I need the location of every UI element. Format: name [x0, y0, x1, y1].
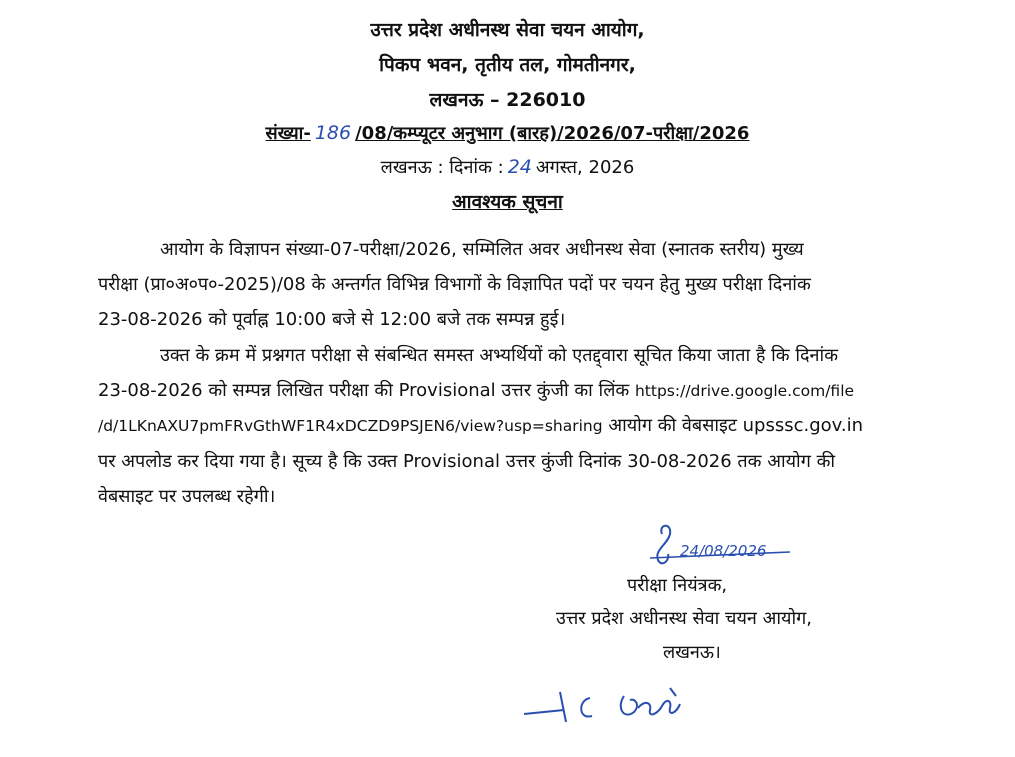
initials-signature [520, 678, 700, 728]
signature-handwritten-date: 24/08/2026 [680, 542, 767, 560]
reference-line [0, 121, 1015, 145]
paragraph-2-line-2-text: 23-08-2026 को सम्पन्न लिखित परीक्षा की Provisional उत्तर कुंजी का लिंक [98, 380, 630, 401]
signatory-organization: उत्तर प्रदेश अधीनस्थ सेवा चयन आयोग, [556, 608, 812, 629]
answer-key-link-part-2[interactable]: /d/1LKnAXU7pmFRvGthWF1R4xDCZD9PSJEN6/view?usp=sharing [98, 417, 603, 435]
handwritten-date-day: 24 [507, 156, 532, 178]
paragraph-1-line-2: परीक्षा (प्रा०अ०प०-2025)/08 के अन्तर्गत विभिन्न विभागों के विज्ञापित पदों पर चयन हेतु मुख्य परीक्षा दिनांक [98, 274, 811, 295]
paragraph-1-line-1: आयोग के विज्ञापन संख्या-07-परीक्षा/2026, सम्मिलित अवर अधीनस्थ सेवा (स्नातक स्तरीय) मुख्य [160, 239, 804, 260]
handwritten-reference-number: 186 [314, 122, 352, 144]
paragraph-2-line-3-text: आयोग की वेबसाइट upsssc.gov.in [608, 415, 864, 436]
paragraph-1-line-3: 23-08-2026 को पूर्वाह्न 10:00 बजे से 12:00 बजे तक सम्पन्न हुई। [98, 309, 566, 330]
answer-key-link-part-1[interactable]: https://drive.google.com/file [634, 382, 855, 400]
paragraph-2-line-1: उक्त के क्रम में प्रश्नगत परीक्षा से संबन्धित समस्त अभ्यर्थियों को एतद्द्वारा सूचित किया जाता है कि दिनांक [160, 345, 839, 366]
paragraph-2-line-5: वेबसाइट पर उपलब्ध रहेगी। [98, 486, 276, 507]
notice-title-line [0, 188, 1015, 214]
reference-suffix: /08/कम्प्यूटर अनुभाग (बारह)/2026/07-परीक्षा/2026 [355, 123, 750, 144]
paragraph-2-line-2 [98, 378, 854, 402]
date-suffix: अगस्त, 2026 [535, 157, 635, 178]
date-line [0, 155, 1015, 179]
signatory-designation: परीक्षा नियंत्रक, [627, 575, 728, 596]
notice-title: आवश्यक सूचना [452, 191, 563, 213]
reference-prefix: संख्या- [265, 123, 311, 144]
org-name: उत्तर प्रदेश अधीनस्थ सेवा चयन आयोग, [370, 19, 645, 41]
date-prefix: लखनऊ : दिनांक : [380, 157, 504, 178]
org-city: लखनऊ – 226010 [429, 89, 586, 111]
paragraph-2-line-4: पर अपलोड कर दिया गया है। सूच्य है कि उक्त Provisional उत्तर कुंजी दिनांक 30-08-2026 तक आयोग की [98, 451, 836, 472]
signatory-city: लखनऊ। [663, 642, 721, 663]
org-address: पिकप भवन, तृतीय तल, गोमतीनगर, [379, 54, 636, 76]
paragraph-2-line-3 [98, 413, 863, 437]
